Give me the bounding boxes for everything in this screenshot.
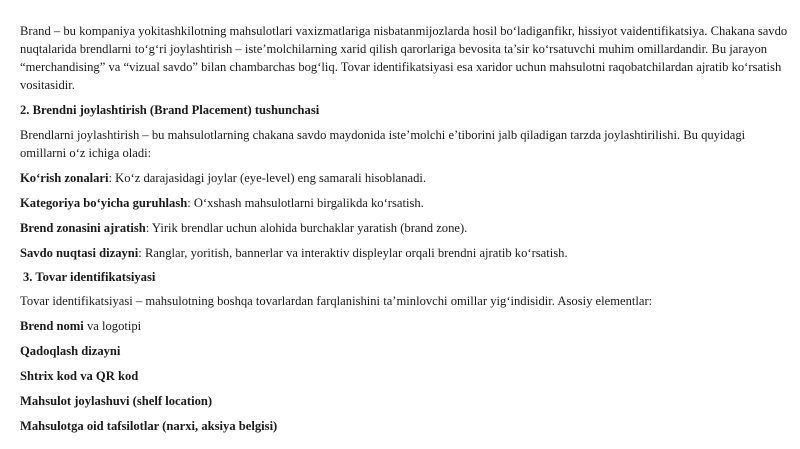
placement-item-brand-zone <box>20 219 790 237</box>
item-term: Ko‘rish zonalari <box>20 171 109 185</box>
document-body <box>20 22 790 435</box>
placement-item-view-zones <box>20 169 790 187</box>
item-term: Brend zonasini ajratish <box>20 221 146 235</box>
intro-paragraph: Brand – bu kompaniya yokitashkilotning mahsulotlari vaxizmatlariga nisbatanmijozlarda hosil bo‘ladiganfikr, hissiyot vaidentifikatsiya. Chakana savdo nuqtalarida brendlarni to‘g‘ri joylashtirish – iste’molchilarning xarid qilish qarorlariga bevosita ta’sir ko‘rsatuvchi muhim omillardandir. Bu jarayon “merchandising” va “vizual savdo” bilan chambarchas bog‘liq. Tovar identifikatsiyasi esa xaridor uchun mahsulotni raqobatchilardan ajratib ko‘rsatish vositasidir. <box>20 24 788 92</box>
identity-item-shelf-location <box>20 392 790 410</box>
item-desc: : Ko‘z darajasidagi joylar (eye-level) eng samarali hisoblanadi. <box>108 171 427 185</box>
item-term: Shtrix kod va QR kod <box>20 369 139 383</box>
item-desc: : Yirik brendlar uchun alohida burchaklar yaratish (brand zone). <box>145 221 468 235</box>
item-term: Kategoriya bo‘yicha guruhlash <box>20 196 188 210</box>
item-term: Brend nomi <box>20 319 84 333</box>
item-term: Mahsulot joylashuvi (shelf location) <box>20 394 213 408</box>
item-term: Qadoqlash dizayni <box>20 344 121 358</box>
item-desc: : O‘xshash mahsulotlarni birgalikda ko‘rsatish. <box>187 196 424 210</box>
identity-item-barcode <box>20 367 790 385</box>
item-term: Savdo nuqtasi dizayni <box>20 246 139 260</box>
placement-item-category-grouping <box>20 194 790 212</box>
section-2-lead: Brendlarni joylashtirish – bu mahsulotlarning chakana savdo maydonida iste’molchi e’tiborini jalb qiladigan tarzda joylashtirilishi. Bu quyidagi omillarni o‘z ichiga oladi: <box>20 128 746 160</box>
identity-item-details <box>20 417 790 435</box>
identity-item-packaging <box>20 342 790 360</box>
placement-item-store-design <box>20 244 790 262</box>
section-3-heading: 3. Tovar identifikatsiyasi <box>23 270 156 284</box>
item-term: Mahsulotga oid tafsilotlar (narxi, aksiya belgisi) <box>20 419 278 433</box>
section-2-heading: 2. Brendni joylashtirish (Brand Placement) tushunchasi <box>20 103 320 117</box>
item-desc: : Ranglar, yoritish, bannerlar va interaktiv displeylar orqali brendni ajratib ko‘rsatish. <box>138 246 568 260</box>
section-3-lead: Tovar identifikatsiyasi – mahsulotning boshqa tovarlardan farqlanishini ta’minlovchi omillar yig‘indisidir. Asosiy elementlar: <box>20 294 653 308</box>
item-desc: va logotipi <box>83 319 142 333</box>
identity-item-brand-name <box>20 317 790 335</box>
